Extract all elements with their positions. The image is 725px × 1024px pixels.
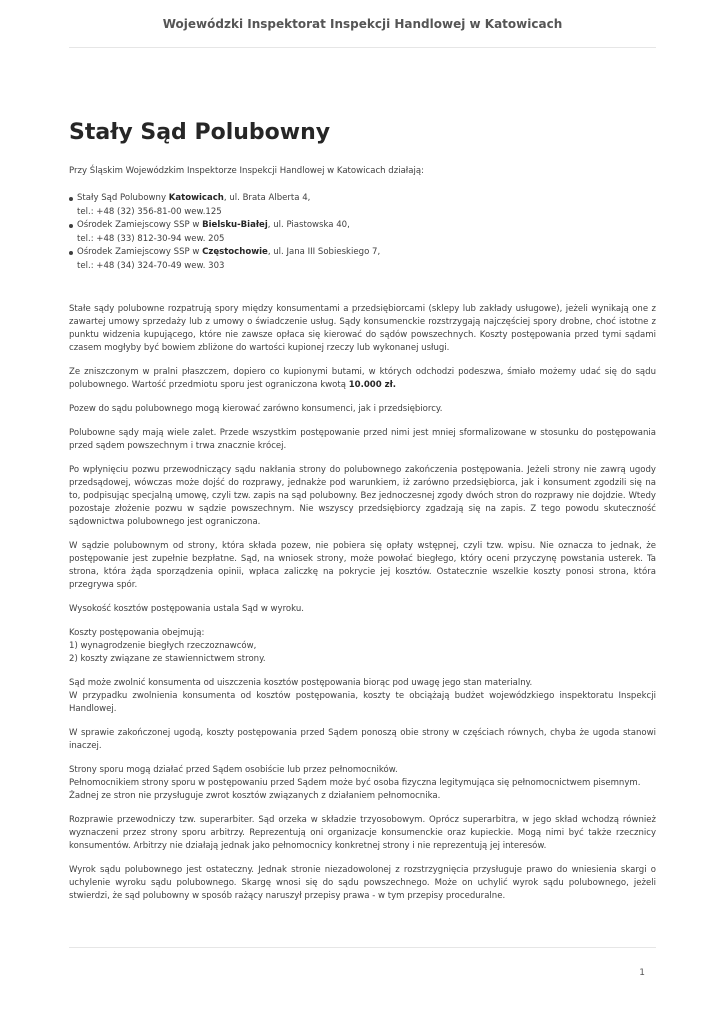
paragraph: Pozew do sądu polubownego mogą kierować zarówno konsumenci, jak i przedsiębiorcy. [69,404,443,414]
main-content [69,120,656,914]
paragraph: W sprawie zakończonej ugodą, koszty postępowania przed Sądem ponoszą obie strony w częściach równych, chyba że ugoda stanowi inaczej. [69,728,656,751]
page-number: 1 [639,968,645,978]
city-name: Katowicach [168,193,224,203]
phone-number: tel.: +48 (33) 812-30-94 wew. 205 [77,233,225,244]
phone-number: tel.: +48 (32) 356-81-00 wew.125 [77,206,222,217]
list-item: Ośrodek Zamiejscowy SSP w Bielsku-Białej, ul. Piastowska 40, tel.: +48 (33) 812-30-94 wew. 205 [77,219,656,246]
phone-number: tel.: +48 (34) 324-70-49 wew. 303 [77,260,225,271]
paragraph: Rozprawie przewodniczy tzw. superarbiter. Sąd orzeka w składzie trzyosobowym. Oprócz superarbitra, w jego skład wchodzą również wyznaczeni przez strony sporu arbitrzy. Reprezentują oni organizacje konsumenckie oraz kupieckie. Mogą nimi być także rzecznicy konsumentów. Arbitrzy nie działają jednak jako pełnomocnicy konkretnej strony i nie reprezentują jej interesów. [69,815,656,851]
city-name: Bielsku-Białej [202,220,268,230]
page-title: Stały Sąd Polubowny [69,120,331,145]
locations-list [69,192,656,273]
paragraph: Wyrok sądu polubownego jest ostateczny. Jednak stronie niezadowolonej z rozstrzygnięcia przysługuje prawo do wniesienia skargi o uchylenie wyroku sądu polubownego. Skargę wnosi się do sądu powszechnego. Może on uchylić wyrok sądu polubownego, jeżeli stwierdzi, że sąd polubowny w sposób rażący naruszył przepisy prawa - w tym przepisy proceduralne. [69,865,656,901]
paragraph: Po wpłynięciu pozwu przewodniczący sądu nakłania strony do polubownego zakończenia postępowania. Jeżeli strony nie zawrą ugody przedsądowej, wówczas może dojść do rozprawy, jednakże pod warunkiem, iż zarówno przedsiębiorca, jak i konsument zgodzili się na to, podpisując specjalną umowę, czyli tzw. zapis na sąd polubowny. Bez jednoczesnej zgody dwóch stron do rozprawy nie dojdzie. Wtedy pozostaje złożenie pozwu w sądzie powszechnym. Nie wszyscy przedsiębiorcy zgadzają się na zapis. Z tego powodu skuteczność sądownictwa polubownego jest ograniczona. [69,465,656,527]
page-header [69,17,656,48]
paragraph: Stałe sądy polubowne rozpatrują spory między konsumentami a przedsiębiorcami (sklepy lub zakłady usługowe), jeżeli wynikają one z zawartej umowy sprzedaży lub z umowy o świadczenie usług. Sądy konsumenckie rozstrzygają najczęściej spory drobne, choć istotne z punktu widzenia kupującego, które nie zawsze opłaca się kierować do sądów powszechnych. Koszty postępowania przed tymi sądami czasem mogłyby być bowiem zbliżone do wartości kupionej rzeczy lub wykonanej usługi. [69,304,656,353]
paragraph: Koszty postępowania obejmują: 1) wynagrodzenie biegłych rzeczoznawców, 2) koszty związane ze stawiennictwem strony. [69,628,266,664]
paragraph: Strony sporu mogą działać przed Sądem osobiście lub przez pełnomocników. Pełnomocnikiem strony sporu w postępowaniu przed Sądem może być osoba fizyczna legitymująca się pełnomocnictwem pisemnym. Żadnej ze stron nie przysługuje zwrot kosztów związanych z działaniem pełnomocnika. [69,765,641,801]
intro-text: Przy Śląskim Wojewódzkim Inspektorze Inspekcji Handlowej w Katowicach działają: [69,166,424,176]
paragraph: Sąd może zwolnić konsumenta od uiszczenia kosztów postępowania biorąc pod uwagę jego stan materialny. W przypadku zwolnienia konsumenta od kosztów postępowania, koszty te obciążają budżet wojewódzkiego inspektoratu Inspekcji Handlowej. [69,678,656,714]
paragraph: Polubowne sądy mają wiele zalet. Przede wszystkim postępowanie przed nimi jest mniej sformalizowane w stosunku do postępowania przed sądem powszechnym i trwa znacznie krócej. [69,428,656,451]
header-title: Wojewódzki Inspektorat Inspekcji Handlowej w Katowicach [162,17,563,31]
amount-limit: 10.000 zł. [348,380,397,390]
list-item: Stały Sąd Polubowny Katowicach, ul. Brata Alberta 4, tel.: +48 (32) 356-81-00 wew.125 [77,192,656,219]
city-name: Częstochowie [202,247,268,257]
paragraph: W sądzie polubownym od strony, która składa pozew, nie pobiera się opłaty wstępnej, czyli tzw. wpisu. Nie oznacza to jednak, że postępowanie jest zupełnie bezpłatne. Sąd, na wniosek strony, może powołać biegłego, który oceni przyczynę powstania usterek. Ta strona, która żąda sporządzenia opinii, wpłaca zaliczkę na pokrycie jej kosztów. Ostatecznie wszelkie koszty ponosi strona, która przegrywa spór. [69,541,656,590]
list-item: Ośrodek Zamiejscowy SSP w Częstochowie, ul. Jana III Sobieskiego 7, tel.: +48 (34) 324-70-49 wew. 303 [77,246,656,273]
footer-divider [69,947,656,948]
paragraph: Wysokość kosztów postępowania ustala Sąd w wyroku. [69,604,304,614]
paragraph: Ze zniszczonym w pralni płaszczem, dopiero co kupionymi butami, w których odchodzi podeszwa, śmiało możemy udać się do sądu polubownego. Wartość przedmiotu sporu jest ograniczona kwotą 10.000 zł. [69,367,656,390]
